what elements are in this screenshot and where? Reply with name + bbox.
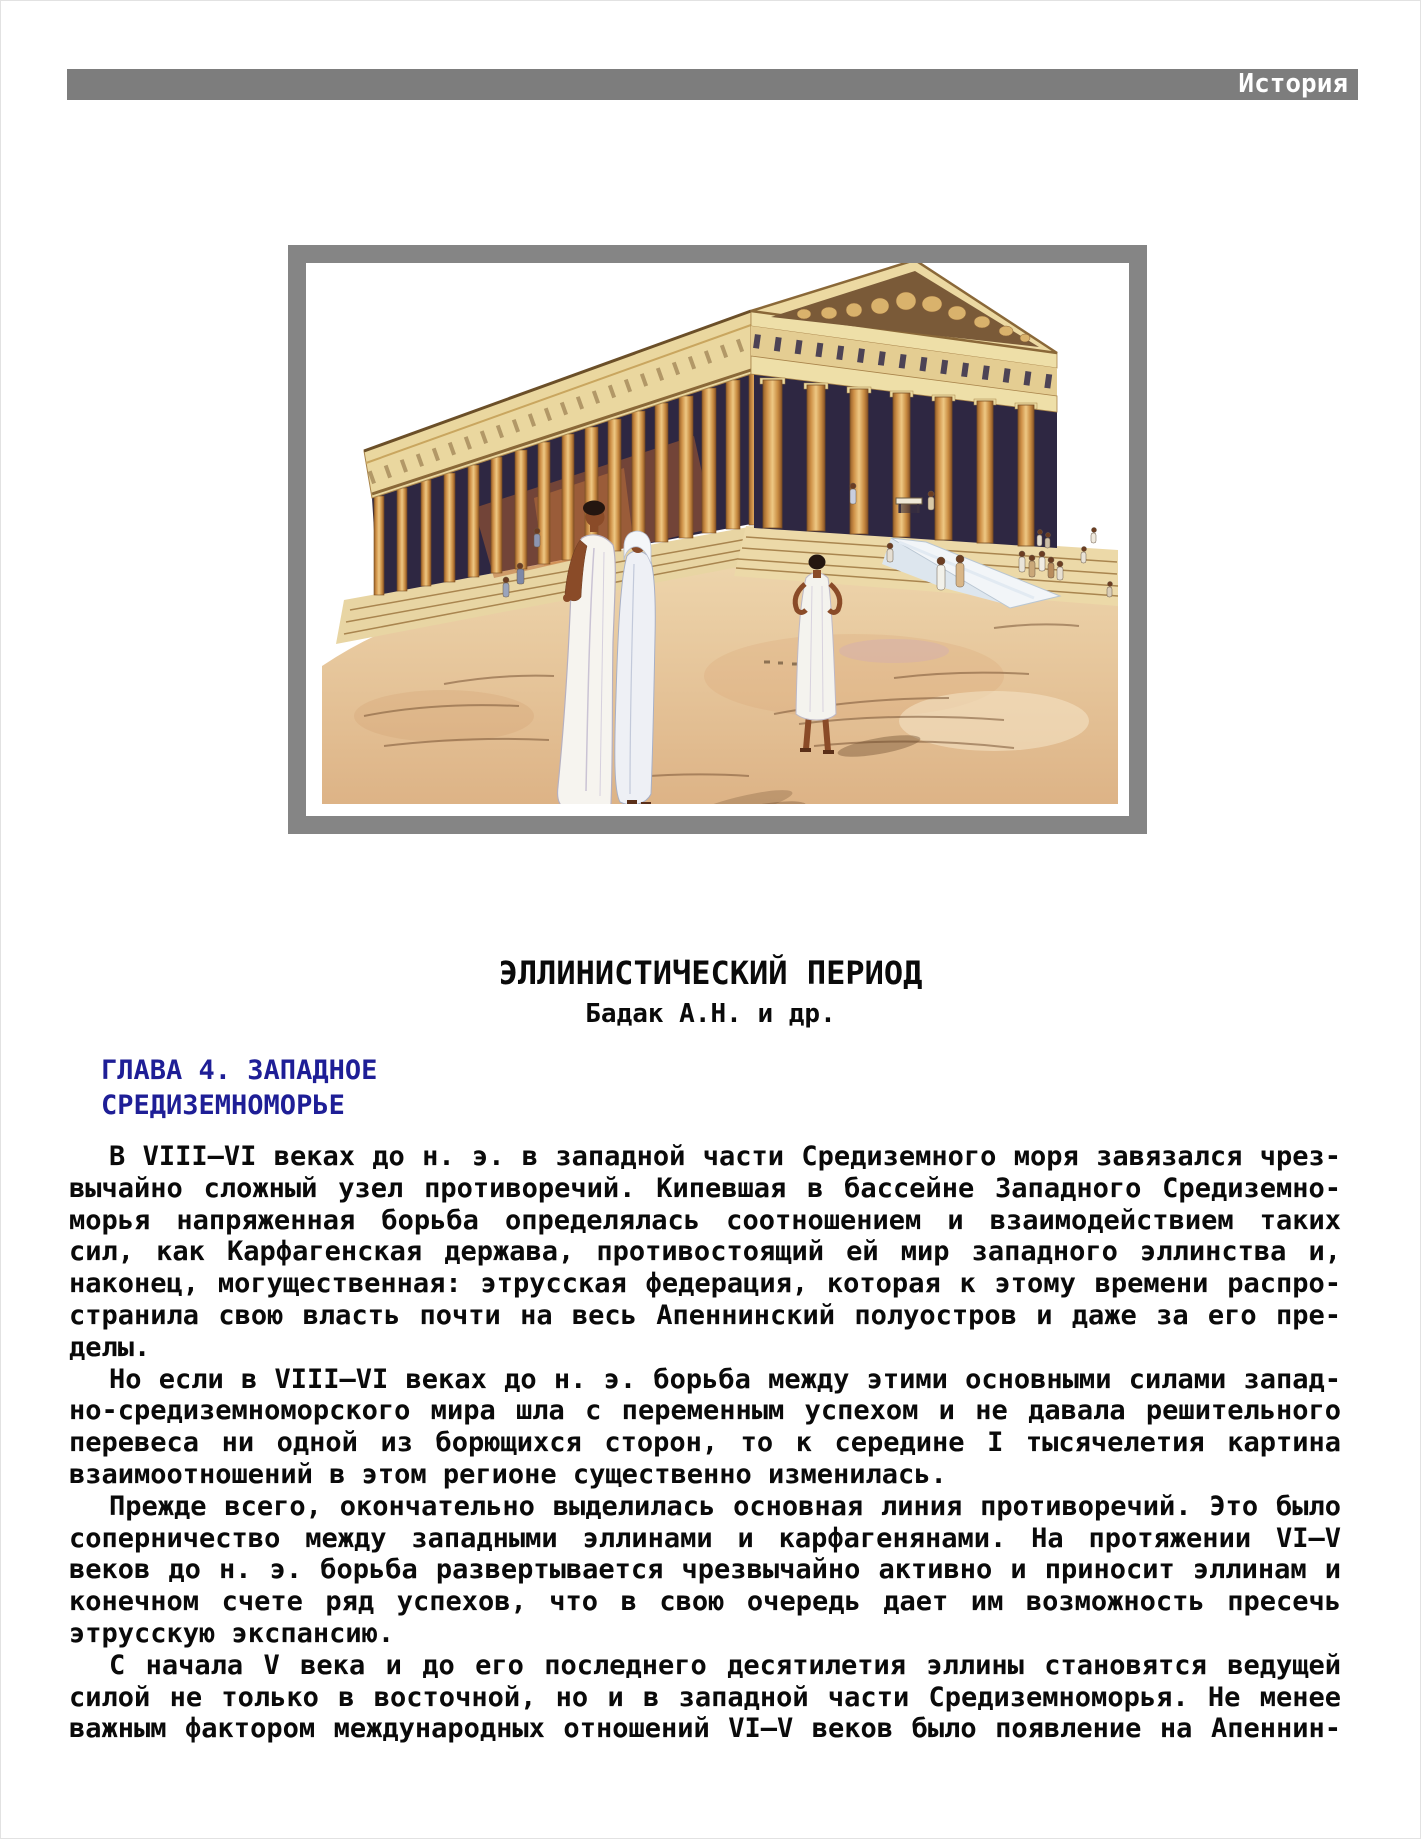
body-line: наконец, могущественная: этрусская федерация, которая к этому времени распро- bbox=[69, 1268, 1341, 1300]
temple-illustration bbox=[306, 263, 1129, 816]
body-line: конечном счете ряд успехов, что в свою очередь дает им возможность пресечь bbox=[69, 1586, 1341, 1618]
byline: Бадак А.Н. и др. bbox=[585, 999, 836, 1029]
body-line: перевеса ни одной из борющихся сторон, то к середине I тысячелетия картина bbox=[69, 1427, 1341, 1459]
chapter-heading-line: ГЛАВА 4. ЗАПАДНОЕ bbox=[101, 1055, 378, 1086]
category-label: История bbox=[1238, 69, 1348, 99]
body-line: морья напряженная борьба определялась соотношением и взаимодействием таких bbox=[69, 1204, 1341, 1236]
body-line: важным фактором международных отношений VI–V веков было появление на Апеннин- bbox=[69, 1713, 1341, 1745]
body-line: силой не только в восточной, но и в западной части Средиземноморья. Не менее bbox=[69, 1681, 1341, 1713]
body-text bbox=[69, 1141, 1341, 1745]
body-line: С начала V века и до его последнего десятилетия эллины становятся ведущей bbox=[109, 1649, 1341, 1681]
body-line: Прежде всего, окончательно выделилась основная линия противоречий. Это было bbox=[109, 1490, 1341, 1522]
body-line: соперничество между западными эллинами и карфагенянами. На протяжении VI–V bbox=[69, 1522, 1341, 1554]
body-line: этрусскую экспансию. bbox=[69, 1617, 395, 1649]
chapter-heading-line: СРЕДИЗЕМНОМОРЬЕ bbox=[101, 1090, 345, 1121]
body-line: делы. bbox=[69, 1331, 151, 1363]
body-line: взаимоотношений в этом регионе существенно изменилась. bbox=[69, 1458, 947, 1490]
body-line: Но если в VIII–VI веках до н. э. борьба между этими основными силами запад- bbox=[109, 1363, 1341, 1395]
body-line: сил, как Карфагенская держава, противостоящий ей мир западного эллинства и, bbox=[69, 1236, 1341, 1268]
body-line: но-средиземноморского мира шла с переменным успехом и не давала решительного bbox=[69, 1395, 1341, 1427]
body-line: вычайно сложный узел противоречий. Кипевшая в бассейне Западного Средиземно- bbox=[69, 1172, 1341, 1204]
body-line: веков до н. э. борьба развертывается чрезвычайно активно и приносит эллинам и bbox=[69, 1554, 1341, 1586]
body-line: странила свою власть почти на весь Апеннинский полуостров и даже за его пре- bbox=[69, 1299, 1341, 1331]
altar bbox=[896, 498, 922, 513]
chapter-heading bbox=[101, 1053, 377, 1123]
category-bar bbox=[67, 69, 1358, 100]
page-title: ЭЛЛИНИСТИЧЕСКИЙ ПЕРИОД bbox=[498, 954, 923, 992]
body-line: В VIII–VI веках до н. э. в западной части Средиземного моря завязался чрез- bbox=[109, 1141, 1341, 1172]
